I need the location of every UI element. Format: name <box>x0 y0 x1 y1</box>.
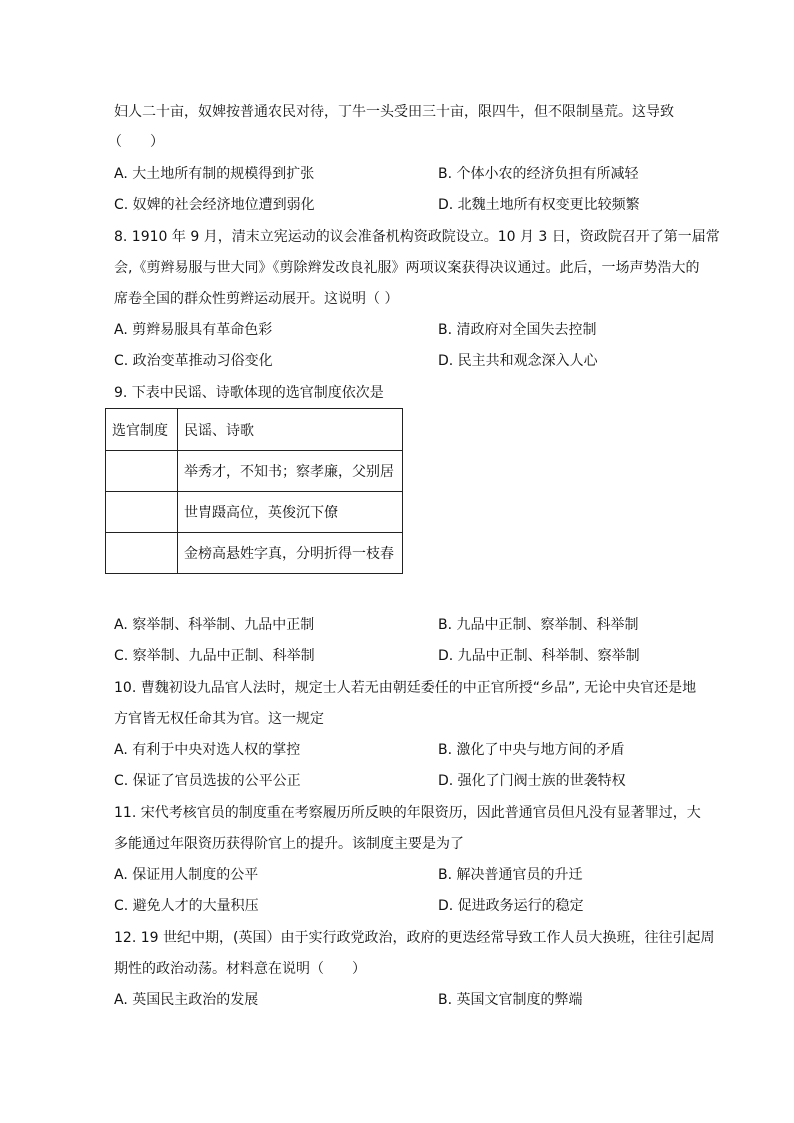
q12-option-a[interactable]: A. 英国民主政治的发展 <box>114 992 259 1008</box>
q7-answer-paren: （ ） <box>108 134 164 150</box>
table-header-cell: 选官制度 <box>106 409 178 451</box>
q8-stem-line2: 会,《剪辫易服与世大同》《剪除辫发改良礼服》两项议案获得决议通过。此后，一场声势浩大的 <box>114 260 700 276</box>
q12-stem-line1: 12. 19 世纪中期，(英国）由于实行政党政治，政府的更迭经常导致工作人员大换班，往往引起周 <box>114 930 715 946</box>
q7-stem-continuation: 妇人二十亩，奴婢按普通农民对待，丁牛一头受田三十亩，限四牛，但不限制垦荒。这导致 <box>114 104 674 120</box>
table-cell <box>106 533 178 574</box>
q9-stem: 9. 下表中民谣、诗歌体现的选官制度依次是 <box>114 385 384 401</box>
q11-stem-line1: 11. 宋代考核官员的制度重在考察履历所反映的年限资历，因此普通官员但凡没有显著罪过，大 <box>114 805 701 821</box>
table-cell: 举秀才，不知书；察孝廉，父别居 <box>178 451 403 492</box>
q11-option-c[interactable]: C. 避免人才的大量积压 <box>114 898 259 914</box>
q7-option-a[interactable]: A. 大土地所有制的规模得到扩张 <box>114 166 315 182</box>
q10-option-c[interactable]: C. 保证了官员选拔的公平公正 <box>114 773 301 789</box>
q9-option-b[interactable]: B. 九品中正制、察举制、科举制 <box>438 617 639 633</box>
table-cell: 世胄蹑高位，英俊沉下僚 <box>178 492 403 533</box>
q8-stem-line3: 席卷全国的群众性剪辫运动展开。这说明（ ） <box>114 291 399 307</box>
table-cell <box>106 451 178 492</box>
q8-option-c[interactable]: C. 政治变革推动习俗变化 <box>114 353 273 369</box>
q8-option-a[interactable]: A. 剪辫易服具有革命色彩 <box>114 322 273 338</box>
q7-option-c[interactable]: C. 奴婢的社会经济地位遭到弱化 <box>114 197 315 213</box>
table-row <box>106 492 403 533</box>
q9-option-a[interactable]: A. 察举制、科举制、九品中正制 <box>114 617 315 633</box>
q12-stem-line2: 期性的政治动荡。材料意在说明（ ） <box>114 961 366 977</box>
table-cell <box>106 492 178 533</box>
q10-option-a[interactable]: A. 有利于中央对选人权的掌控 <box>114 742 301 758</box>
q8-option-b[interactable]: B. 清政府对全国失去控制 <box>438 322 597 338</box>
q9-option-d[interactable]: D. 九品中正制、科举制、察举制 <box>438 648 640 664</box>
q11-stem-line2: 多能通过年限资历获得阶官上的提升。该制度主要是为了 <box>114 836 464 852</box>
q8-stem-line1: 8. 1910 年 9 月，清末立宪运动的议会准备机构资政院设立。10 月 3 日，资政院召开了第一届常 <box>114 229 720 245</box>
q10-stem-line1: 10. 曹魏初设九品官人法时，规定士人若无由朝廷委任的中正官所授“乡品”, 无论中央官还是地 <box>114 680 697 696</box>
q12-option-b[interactable]: B. 英国文官制度的弊端 <box>438 992 583 1008</box>
table-header-row <box>106 409 403 451</box>
q11-option-b[interactable]: B. 解决普通官员的升迁 <box>438 867 583 883</box>
q10-option-b[interactable]: B. 激化了中央与地方间的矛盾 <box>438 742 625 758</box>
table-cell: 金榜高悬姓字真，分明折得一枝春 <box>178 533 403 574</box>
q9-option-c[interactable]: C. 察举制、九品中正制、科举制 <box>114 648 315 664</box>
q10-stem-line2: 方官皆无权任命其为官。这一规定 <box>114 711 324 727</box>
table-row <box>106 451 403 492</box>
q11-option-d[interactable]: D. 促进政务运行的稳定 <box>438 898 584 914</box>
q10-option-d[interactable]: D. 强化了门阀士族的世袭特权 <box>438 773 626 789</box>
q8-option-d[interactable]: D. 民主共和观念深入人心 <box>438 353 598 369</box>
table-row <box>106 533 403 574</box>
table-header-cell: 民谣、诗歌 <box>178 409 403 451</box>
q11-option-a[interactable]: A. 保证用人制度的公平 <box>114 867 259 883</box>
q9-table <box>105 408 403 574</box>
q7-option-b[interactable]: B. 个体小农的经济负担有所减轻 <box>438 166 639 182</box>
q7-option-d[interactable]: D. 北魏土地所有权变更比较频繁 <box>438 197 640 213</box>
